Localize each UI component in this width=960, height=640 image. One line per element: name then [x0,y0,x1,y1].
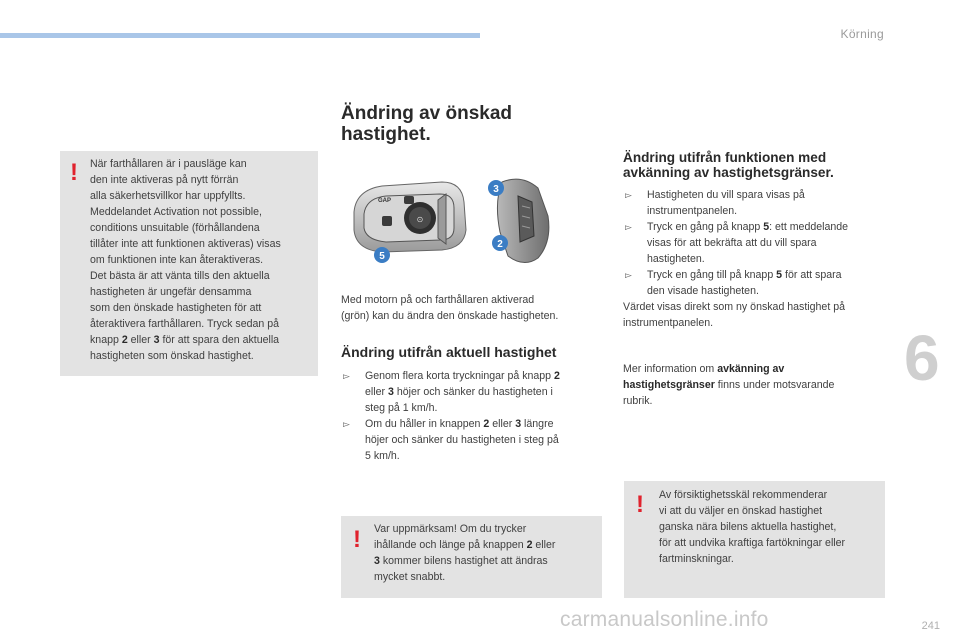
bullet-icon: ▻ [625,190,632,200]
list-item: ▻ Genom flera korta tryckningar på knapp 2 eller 3 höjer och sänker du hastigheten i steg på 1 km/h. [343,370,560,414]
list-item: ▻ Tryck en gång till på knapp 5 för att spara den visade hastigheten. [625,269,842,297]
list-item: ▻ Hastigheten du vill spara visas på instrumentpanelen. [625,189,805,217]
bullet-icon: ▻ [625,270,632,280]
chapter-number: 6 [904,322,940,394]
value-display-paragraph: Värdet visas direkt som ny önskad hastighet på instrumentpanelen. [623,301,845,329]
page-title: Ändring av önskad hastighet. [341,103,513,145]
list-item: ▻ Om du håller in knappen 2 eller 3 längre höjer och sänker du hastigheten i steg på 5 km/h. [343,418,559,462]
bullet-icon: ▻ [343,371,350,381]
more-info-paragraph: Mer information om avkänning av hastighetsgränser finns under motsvarande rubrik. [623,363,835,407]
cruise-control-stalk-illustration [342,172,592,268]
warning-icon: ! [353,526,361,553]
warning-icon: ! [636,491,644,518]
limit-recognition-list [623,187,887,299]
callout-3-label: 3 [493,184,499,195]
callout-5-label: 5 [379,251,385,262]
warning-box-left [60,151,318,376]
bullet-icon: ▻ [625,222,632,232]
limit-recognition-heading: Ändring utifrån funktionen med avkänning av hastighetsgränser. [623,150,834,180]
warning-box-right [624,481,885,598]
bullet-icon: ▻ [343,419,350,429]
section-title: Körning [840,27,884,41]
header-accent-bar [0,33,480,38]
warning-right-text: Av försiktighetsskäl rekommenderar vi att du väljer en önskad hastighet ganska nära bilens aktuella hastighet, för att undvika kraftiga fartökningar eller fartminskningar. [659,489,846,565]
callout-2-label: 2 [497,239,503,250]
current-speed-heading: Ändring utifrån aktuell hastighet [341,344,557,360]
warning-left-text: När farthållaren är i pausläge kan den inte aktiveras på nytt förrän alla säkerhetsvillkor har uppfyllts. Meddelandet Activation not possible, conditions unsuitable (förhållandena tillåter inte att funktionen aktiveras) visas om funktionen inte kan återaktiveras. Det bästa är att vänta tills den aktuella hastigheten är ungefär densamma som den önskade hastigheten för att återaktivera farthållaren. Tryck sedan på knapp 2 eller 3 för att spara den aktuella hastigheten som önskad hastighet. [90,158,281,362]
current-speed-list [341,368,603,464]
watermark: carmanualsonline.info [560,608,769,631]
illustration-gap-label: GAP [378,198,392,204]
warning-box-middle [341,516,602,598]
list-item: ▻ Tryck en gång på knapp 5: ett meddelande visas för att bekräfta att du vill spara hastigheten. [625,221,849,265]
intro-paragraph: Med motorn på och farthållaren aktiverad (grön) kan du ändra den önskade hastigheten. [341,294,559,322]
warning-middle-text: Var uppmärksam! Om du trycker ihållande och länge på knappen 2 eller 3 kommer bilens hastighet att ändras mycket snabbt. [374,523,556,583]
svg-text:⊙: ⊙ [416,215,424,224]
warning-icon: ! [70,159,78,186]
page-number: 241 [921,620,940,632]
